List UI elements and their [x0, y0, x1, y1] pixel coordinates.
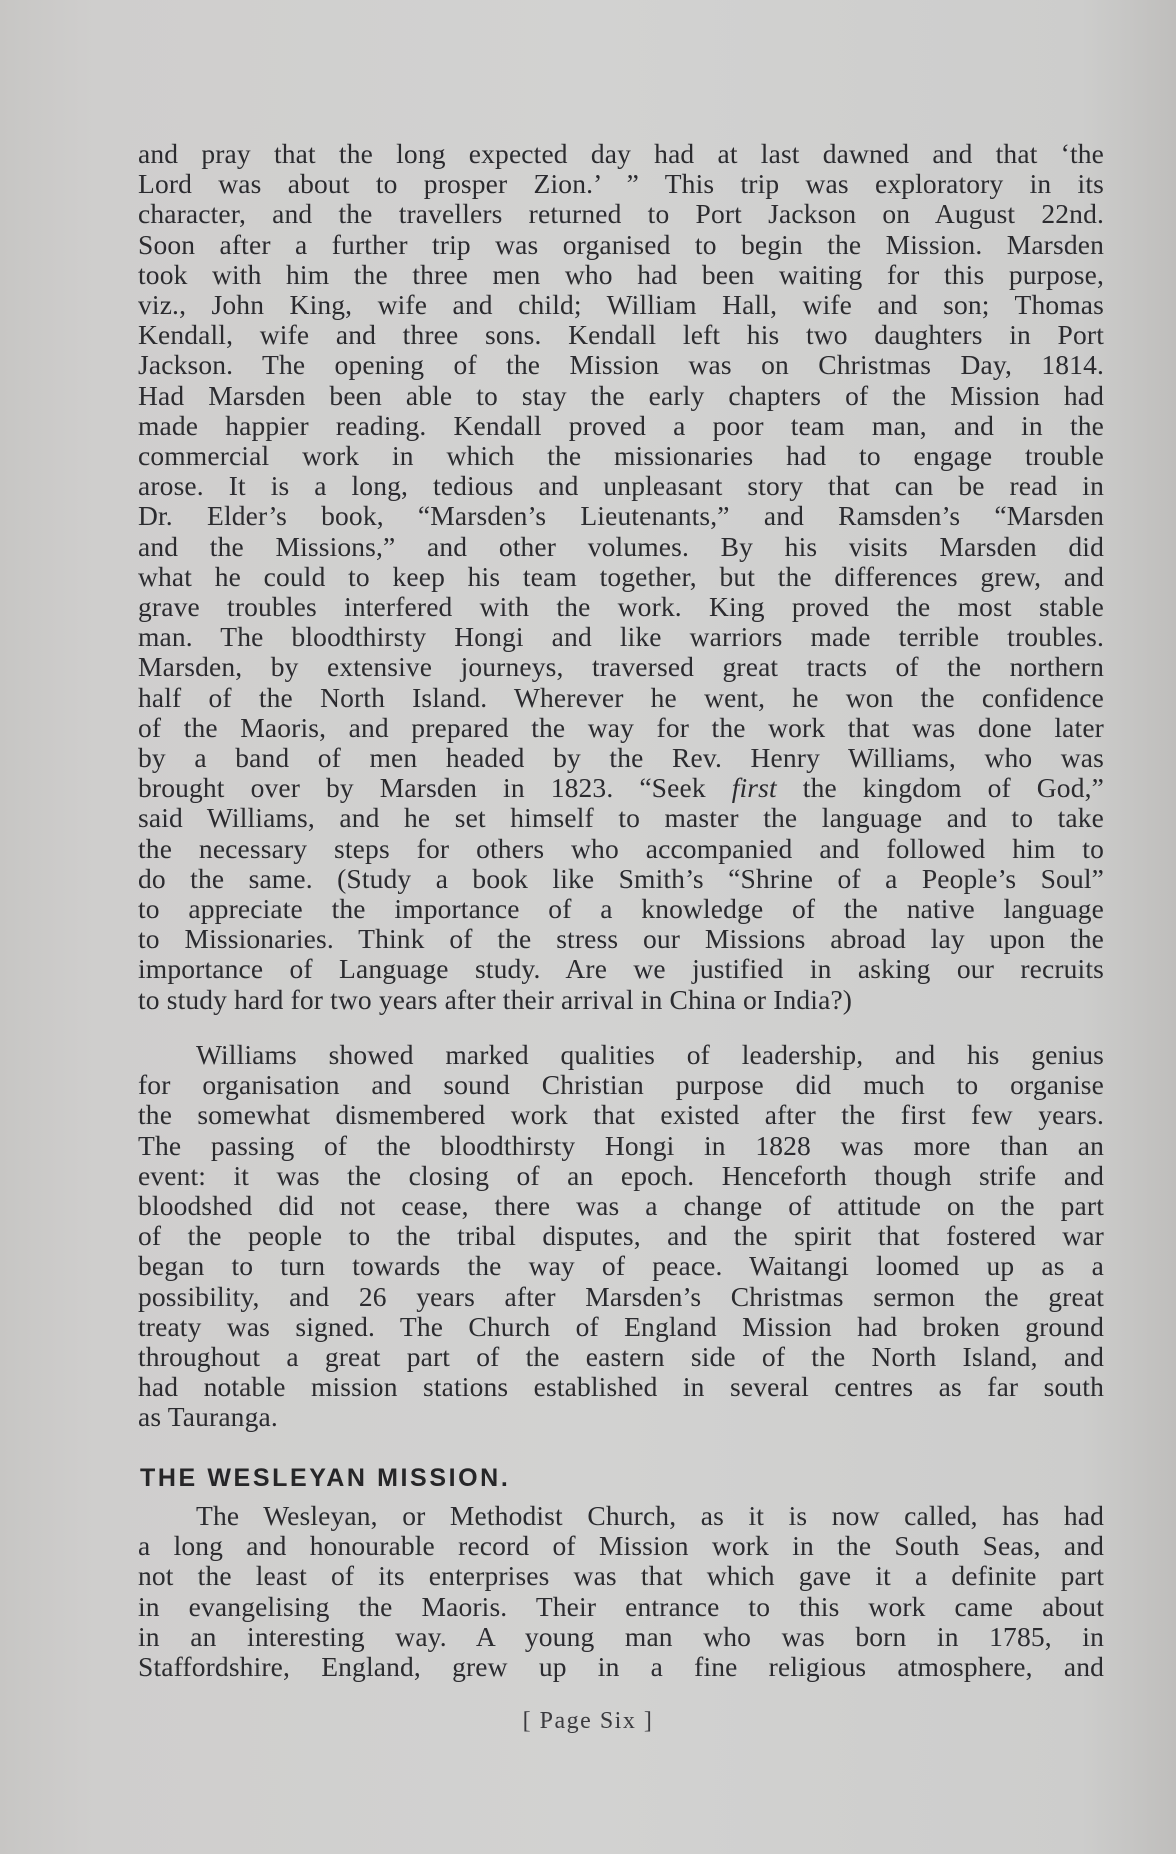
text-line: Soon after a further trip was organised to begin the Mission. Marsden: [138, 228, 1104, 260]
text-line: as Tauranga.: [138, 1401, 278, 1433]
text-line: importance of Language study. Are we justified in asking our recruits: [138, 953, 1104, 985]
text-line: Jackson. The opening of the Mission was on Christmas Day, 1814.: [138, 349, 1104, 381]
text-line: viz., John King, wife and child; William Hall, wife and son; Thomas: [138, 289, 1104, 321]
text-line: possibility, and 26 years after Marsden’s Christmas sermon the great: [138, 1280, 1104, 1312]
text-line: The Wesleyan, or Methodist Church, as it is now called, has had: [196, 1500, 1104, 1531]
text-line: brought over by Marsden in 1823. “Seek first the kingdom of God,”: [138, 772, 1104, 804]
text-line: The passing of the bloodthirsty Hongi in 1828 was more than an: [138, 1129, 1104, 1161]
text-line: and the Missions,” and other volumes. By his visits Marsden did: [138, 530, 1104, 562]
text-line: what he could to keep his team together, but the differences grew, and: [138, 560, 1104, 592]
text-line: took with him the three men who had been waiting for this purpose,: [138, 258, 1104, 290]
text-line: Dr. Elder’s book, “Marsden’s Lieutenants,” and Ramsden’s “Marsden: [138, 500, 1104, 532]
text-line: bloodshed did not cease, there was a change of attitude on the part: [138, 1190, 1104, 1222]
text-line: had notable mission stations established in several centres as far south: [138, 1371, 1104, 1403]
text-line: to Missionaries. Think of the stress our Missions abroad lay upon the: [138, 923, 1104, 955]
text-line: by a band of men headed by the Rev. Henry Williams, who was: [138, 742, 1104, 774]
text-line: in evangelising the Maoris. Their entrance to this work came about: [138, 1590, 1104, 1622]
paragraph-3: [138, 1501, 1104, 1682]
text-line: made happier reading. Kendall proved a poor team man, and in the: [138, 409, 1104, 441]
page-number-footer: [ Page Six ]: [522, 1708, 654, 1734]
paragraph-body: [138, 1501, 1104, 1682]
text-line: throughout a great part of the eastern side of the North Island, and: [138, 1341, 1104, 1373]
text-line: to appreciate the importance of a knowledge of the native language: [138, 893, 1104, 925]
text-line: the necessary steps for others who accompanied and followed him to: [138, 832, 1104, 864]
text-line: Had Marsden been able to stay the early chapters of the Mission had: [138, 379, 1104, 411]
text-line: said Williams, and he set himself to master the language and to take: [138, 802, 1104, 834]
text-line: a long and honourable record of Mission work in the South Seas, and: [138, 1530, 1104, 1562]
text-line: the somewhat dismembered work that existed after the first few years.: [138, 1099, 1104, 1131]
text-line: arose. It is a long, tedious and unpleasant story that can be read in: [138, 470, 1104, 502]
paragraph-body: [138, 1040, 1104, 1433]
text-line: of the Maoris, and prepared the way for the work that was done later: [138, 711, 1104, 743]
text-line: not the least of its enterprises was that which gave it a definite part: [138, 1560, 1104, 1592]
text-line: event: it was the closing of an epoch. Henceforth though strife and: [138, 1159, 1104, 1191]
section-heading: THE WESLEYAN MISSION.: [140, 1464, 511, 1492]
text-line: do the same. (Study a book like Smith’s “Shrine of a People’s Soul”: [138, 862, 1104, 894]
text-line: Lord was about to prosper Zion.’ ” This trip was exploratory in its: [138, 168, 1104, 200]
paragraph-2: [138, 1040, 1104, 1433]
text-line: to study hard for two years after their arrival in China or India?): [138, 983, 853, 1015]
text-line: and pray that the long expected day had at last dawned and that ‘the: [138, 138, 1104, 169]
text-line: treaty was signed. The Church of England Mission had broken ground: [138, 1310, 1104, 1342]
emphasis-text: first: [731, 772, 777, 804]
text-line: grave troubles interfered with the work. King proved the most stable: [138, 591, 1104, 623]
text-line: Staffordshire, England, grew up in a fine religious atmosphere, and: [138, 1651, 1104, 1683]
text-line: half of the North Island. Wherever he went, he won the confidence: [138, 681, 1104, 713]
text-line: began to turn towards the way of peace. Waitangi loomed up as a: [138, 1250, 1104, 1282]
text-line: Williams showed marked qualities of leadership, and his genius: [196, 1039, 1104, 1070]
text-line: of the people to the tribal disputes, and the spirit that fostered war: [138, 1220, 1104, 1252]
text-line: Kendall, wife and three sons. Kendall left his two daughters in Port: [138, 319, 1104, 351]
text-line: in an interesting way. A young man who was born in 1785, in: [138, 1620, 1104, 1652]
text-line: commercial work in which the missionaries had to engage trouble: [138, 440, 1104, 472]
paragraph-body: [138, 139, 1104, 1015]
text-line: man. The bloodthirsty Hongi and like warriors made terrible troubles.: [138, 621, 1104, 653]
text-line: character, and the travellers returned to Port Jackson on August 22nd.: [138, 198, 1104, 230]
text-line: for organisation and sound Christian purpose did much to organise: [138, 1069, 1104, 1101]
paragraph-1: [138, 139, 1104, 1015]
text-line: Marsden, by extensive journeys, traversed great tracts of the northern: [138, 651, 1104, 683]
